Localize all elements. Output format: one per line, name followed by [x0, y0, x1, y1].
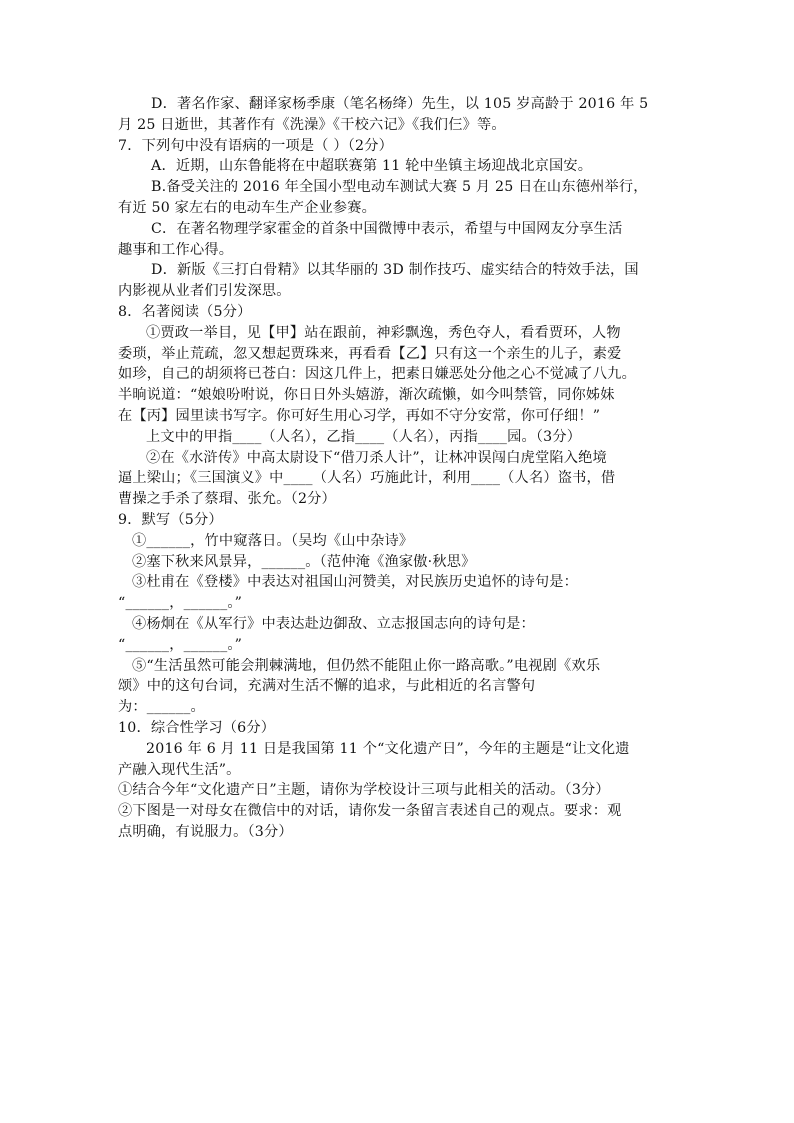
text-line: 点明确，有说服力。（3分）	[118, 823, 293, 840]
text-line: ①贾政一举目，见【甲】站在跟前，神彩飘逸，秀色夺人，看看贾环，人物	[146, 324, 621, 341]
text-line: 半晌说道：“娘娘吩咐说，你日日外头嬉游，渐次疏懒，如今叫禁管，同你姊妹	[118, 387, 615, 404]
text-line: D．新版《三打白骨精》以其华丽的 3D 制作技巧、虚实结合的特效手法，国	[151, 262, 639, 279]
text-line: 内影视从业者们引发深思。	[118, 283, 291, 300]
text-line: 在【丙】园里读书写字。你可好生用心习学，再如不守分安常，你可仔细！”	[118, 407, 601, 424]
text-line: 委琐，举止荒疏，忽又想起贾珠来，再看看【乙】只有这一个亲生的儿子，素爱	[118, 345, 622, 362]
text-line: ①结合今年“文化遗产日”主题，请你为学校设计三项与此相关的活动。（3分）	[118, 782, 610, 799]
text-line: ③杜甫在《登楼》中表达对祖国山河赞美，对民族历史追怀的诗句是：	[132, 574, 579, 591]
text-line: “______，______。”	[118, 636, 243, 653]
text-line: 7．下列句中没有语病的一项是（ ）（2分）	[118, 137, 394, 154]
text-line: 2016 年 6 月 11 日是我国第 11 个“文化遗产日”，今年的主题是“让文化遗	[146, 740, 630, 757]
text-line: 10．综合性学习（6分）	[118, 719, 276, 736]
text-line: C．在著名物理学家霍金的首条中国微博中表示，希望与中国网友分享生活	[151, 220, 623, 237]
text-line: 如珍，自己的胡须将已苍白：因这几件上，把素日嫌恶处分他之心不觉减了八九。	[118, 366, 636, 383]
text-line: ②塞下秋来风景异，______。（范仲淹《渔家傲·秋思》	[132, 553, 476, 570]
text-line: D．著名作家、翻译家杨季康（笔名杨绛）先生，以 105 岁高龄于 2016 年 5	[151, 96, 649, 112]
text-line: ①______，竹中窥落日。（吴均《山中杂诗》	[132, 532, 414, 549]
document-body	[118, 94, 678, 843]
text-line: 有近 50 家左右的电动车生产企业参赛。	[118, 199, 377, 216]
text-line: 逼上梁山；《三国演义》中____（人名）巧施此计，利用____（人名）盗书，借	[118, 470, 616, 487]
text-line: B.备受关注的 2016 年全国小型电动车测试大赛 5 月 25 日在山东德州举行，	[151, 179, 648, 196]
text-line: 上文中的甲指____（人名），乙指____（人名），丙指____园。（3分）	[146, 428, 582, 445]
text-line: “______，______。”	[118, 595, 243, 612]
text-line: A．近期，山东鲁能将在中超联赛第 11 轮中坐镇主场迎战北京国安。	[151, 158, 593, 175]
text-line: ②下图是一对母女在微信中的对话，请你发一条留言表述自己的观点。要求：观	[118, 803, 622, 820]
text-line: 月 25 日逝世，其著作有《洗澡》《干校六记》《我们仨》等。	[118, 116, 506, 133]
text-line: 曹操之手杀了蔡瑁、张允。（2分）	[118, 491, 336, 508]
text-line: ④杨炯在《从军行》中表达赴边御敌、立志报国志向的诗句是：	[132, 615, 535, 632]
text-line: 颂》中的这句台词，充满对生活不懈的追求，与此相近的名言警句	[118, 678, 536, 695]
text-line: ⑤“生活虽然可能会荆棘满地，但仍然不能阻止你一路高歌。”电视剧《欢乐	[132, 657, 601, 674]
text-line: 8．名著阅读（5分）	[118, 303, 252, 320]
text-line: 产融入现代生活”。	[118, 761, 241, 778]
text-line: ②在《水浒传》中高太尉设下“借刀杀人计”，让林冲误闯白虎堂陷入绝境	[146, 449, 607, 466]
text-line: 9．默写（5分）	[118, 511, 223, 528]
text-line: 为：______。	[118, 699, 205, 716]
text-line: 趣事和工作心得。	[118, 241, 234, 258]
